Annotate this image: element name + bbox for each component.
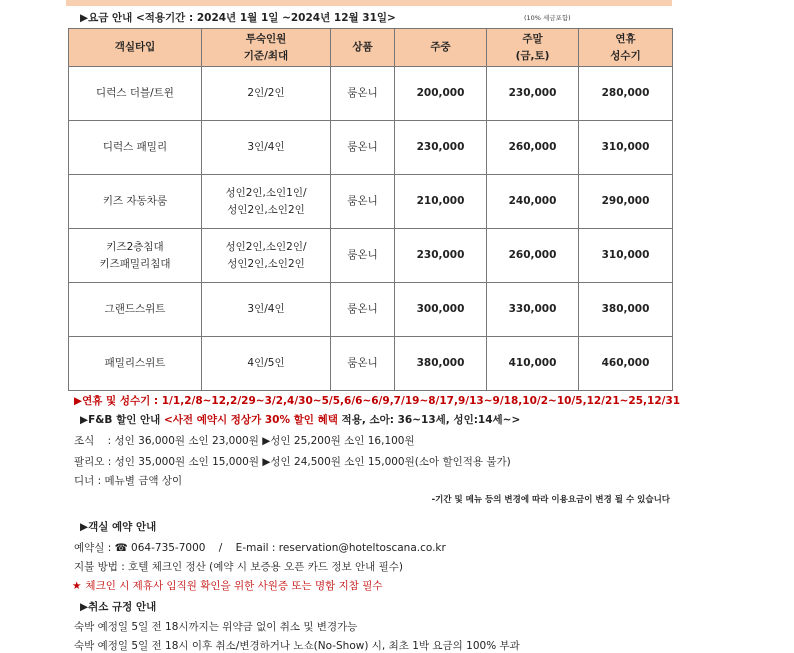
header-peak: 연휴 성수기 [579, 29, 673, 67]
payment-method: 지불 방법 : 호텔 체크인 정산 (예약 시 보증용 오픈 카드 정보 안내 필수) [74, 561, 403, 573]
cancel-policy-line-2: 숙박 예정일 5일 전 18시 이후 취소/변경하거나 노쇼(No-Show) 시, 최초 1박 요금의 100% 부과 [74, 640, 520, 652]
table-row [69, 67, 673, 121]
dinner-price-line: 디너 : 메뉴별 금액 상이 [74, 475, 183, 487]
weekday-price-cell: 230,000 [395, 121, 487, 175]
product-cell: 룸온니 [331, 67, 395, 121]
room-type-cell: 그랜드스위트 [69, 283, 202, 337]
table-header-row [69, 29, 673, 67]
reservation-contact: 예약실 : ☎ 064-735-7000 / E-mail : reservation@hoteltoscana.co.kr [74, 542, 446, 554]
occupancy-cell: 성인2인,소인2인/ 성인2인,소인2인 [202, 229, 331, 283]
header-occupancy: 투숙인원 기준/최대 [202, 29, 331, 67]
room-type-cell: 키즈2층침대 키즈패밀리침대 [69, 229, 202, 283]
table-row [69, 229, 673, 283]
weekday-price-cell: 200,000 [395, 67, 487, 121]
room-type-cell: 패밀리스위트 [69, 337, 202, 391]
weekday-price-cell: 300,000 [395, 283, 487, 337]
header-room-type: 객실타입 [69, 29, 202, 67]
top-color-band [66, 0, 672, 6]
price-change-notice: -기간 및 메뉴 등의 변경에 따라 이용요금이 변경 될 수 있습니다 [431, 495, 670, 505]
cancel-policy-line-1: 숙박 예정일 5일 전 18시까지는 위약금 없이 취소 및 변경가능 [74, 621, 358, 633]
peak-price-cell: 290,000 [579, 175, 673, 229]
weekend-price-cell: 330,000 [487, 283, 579, 337]
weekend-price-cell: 410,000 [487, 337, 579, 391]
table-row [69, 121, 673, 175]
fb-label: ▶F&B 할인 안내 [80, 414, 164, 426]
weekday-price-cell: 380,000 [395, 337, 487, 391]
table-row [69, 283, 673, 337]
occupancy-cell: 성인2인,소인1인/ 성인2인,소인2인 [202, 175, 331, 229]
header-weekend: 주말 (금,토) [487, 29, 579, 67]
tax-note: (10% 세금포함) [524, 14, 571, 22]
palio-price-line: 팔리오 : 성인 35,000원 소인 15,000원 ▶성인 24,500원 소인 15,000원(소아 할인적용 불가) [74, 456, 511, 468]
product-cell: 룸온니 [331, 337, 395, 391]
room-type-cell: 키즈 자동차룸 [69, 175, 202, 229]
peak-price-cell: 280,000 [579, 67, 673, 121]
product-cell: 룸온니 [331, 283, 395, 337]
peak-dates-text: ▶연휴 및 성수기 : 1/1,2/8~12,2/29~3/2,4/30~5/5,6/6~6/9,7/19~8/17,9/13~9/18,10/2~10/5,12/21~25,12/31 [74, 395, 681, 407]
rate-section-title: ▶요금 안내 <적용기간 : 2024년 1월 1일 ~2024년 12월 31일> [80, 12, 396, 24]
weekend-price-cell: 230,000 [487, 67, 579, 121]
occupancy-cell: 3인/4인 [202, 121, 331, 175]
header-weekday: 주중 [395, 29, 487, 67]
cancel-heading: ▶취소 규정 안내 [80, 601, 157, 613]
reservation-heading: ▶객실 예약 안내 [80, 521, 157, 533]
product-cell: 룸온니 [331, 175, 395, 229]
product-cell: 룸온니 [331, 121, 395, 175]
table-row [69, 175, 673, 229]
peak-price-cell: 310,000 [579, 121, 673, 175]
fb-rest: 적용, 소아: 36~13세, 성인:14세~> [337, 414, 521, 426]
peak-price-cell: 310,000 [579, 229, 673, 283]
fb-discount-heading [80, 412, 520, 427]
star-icon: ★ [72, 580, 82, 592]
occupancy-cell: 2인/2인 [202, 67, 331, 121]
rate-table [68, 28, 673, 391]
table-row [69, 337, 673, 391]
breakfast-price-line: 조식 : 성인 36,000원 소인 23,000원 ▶성인 25,200원 소인 16,100원 [74, 435, 415, 447]
id-warning-line [72, 578, 383, 593]
weekend-price-cell: 260,000 [487, 229, 579, 283]
occupancy-cell: 4인/5인 [202, 337, 331, 391]
weekday-price-cell: 230,000 [395, 229, 487, 283]
occupancy-cell: 3인/4인 [202, 283, 331, 337]
weekday-price-cell: 210,000 [395, 175, 487, 229]
header-product: 상품 [331, 29, 395, 67]
id-warning-text: 체크인 시 제휴사 임직원 확인을 위한 사원증 또는 명함 지참 필수 [85, 580, 383, 592]
weekend-price-cell: 260,000 [487, 121, 579, 175]
peak-price-cell: 380,000 [579, 283, 673, 337]
product-cell: 룸온니 [331, 229, 395, 283]
weekend-price-cell: 240,000 [487, 175, 579, 229]
room-type-cell: 디럭스 패밀리 [69, 121, 202, 175]
fb-highlight: <사전 예약시 정상가 30% 할인 혜택 [163, 414, 338, 426]
peak-price-cell: 460,000 [579, 337, 673, 391]
room-type-cell: 디럭스 더블/트윈 [69, 67, 202, 121]
